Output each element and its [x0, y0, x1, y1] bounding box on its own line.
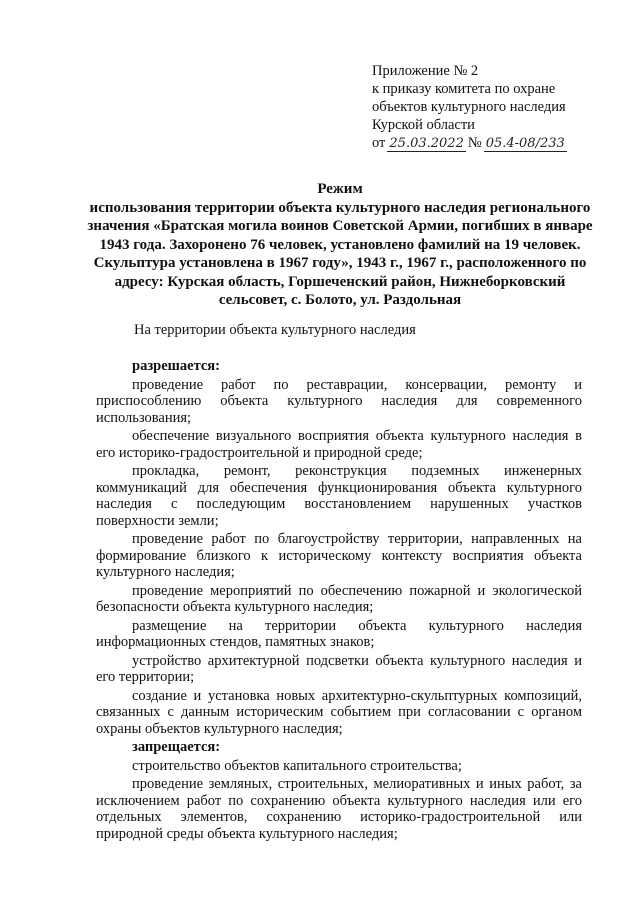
regime-body — [96, 348, 582, 844]
allowed-heading: разрешается: — [132, 358, 220, 374]
allowed-item: прокладка, ремонт, реконструкция подземных инженерных коммуникаций для обеспечения функционирования объекта культурного наследия с последующим восстановлением нарушенных участков поверхности земли; — [96, 463, 582, 529]
appendix-line-2: к приказу комитета по охране — [372, 81, 556, 97]
document-title — [80, 180, 600, 310]
appendix-line-3: объектов культурного наследия — [372, 99, 566, 115]
forbidden-item: строительство объектов капитального строительства; — [132, 757, 462, 774]
number-prefix: № — [467, 135, 482, 151]
forbidden-item: проведение земляных, строительных, мелиоративных и иных работ, за исключением работ по сохранению объекта культурного наследия или его отдельных элементов, сохранению историко-градостроительной или природной среды объекта культурного наследия; — [96, 776, 582, 842]
allowed-list — [96, 377, 582, 738]
title-word: Режим — [317, 181, 363, 197]
allowed-item: создание и установка новых архитектурно-скульптурных композиций, связанных с данным историческим событием при согласовании с органом охраны объектов культурного наследия; — [96, 687, 582, 737]
allowed-item: проведение мероприятий по обеспечению пожарной и экологической безопасности объекта культурного наследия; — [96, 582, 582, 615]
forbidden-heading: запрещается: — [132, 739, 221, 755]
intro-line: На территории объекта культурного наследия — [134, 322, 416, 338]
allowed-item: проведение работ по реставрации, консервации, ремонту и приспособлению объекта культурного наследия для современного использования; — [96, 376, 582, 426]
title-text: использования территории объекта культурного наследия регионального значения «Братская могила воинов Советской Армии, погибших в январе 1943 года. Захоронено 76 человек, установлено фамилий на 19 человек. Скульптура установлена в 1967 году», 1943 г., 1967 г., расположенного по адресу: Курская область, Горшеченский район, Нижнеборковский сельсовет, с. Болото, ул. Раздольная — [87, 199, 593, 308]
handwritten-date: 25.03.2022 — [389, 136, 464, 151]
order-date-number-line — [372, 134, 622, 152]
allowed-item: проведение работ по благоустройству территории, направленных на формирование близкого к историческому контексту восприятия объекта культурного наследия; — [96, 531, 582, 580]
appendix-header — [372, 62, 622, 152]
allowed-item: обеспечение визуального восприятия объекта культурного наследия в его историко-градостроительной и природной среде; — [96, 428, 582, 461]
forbidden-list — [96, 758, 582, 843]
handwritten-order-number: 05.4-08/233 — [485, 136, 565, 151]
appendix-line-1: Приложение № 2 — [372, 63, 479, 79]
allowed-item: устройство архитектурной подсветки объекта культурного наследия и его территории; — [96, 652, 582, 685]
allowed-item: размещение на территории объекта культурного наследия информационных стендов, памятных знаков; — [96, 617, 582, 650]
date-prefix: от — [372, 135, 386, 151]
appendix-line-4: Курской области — [372, 117, 475, 133]
